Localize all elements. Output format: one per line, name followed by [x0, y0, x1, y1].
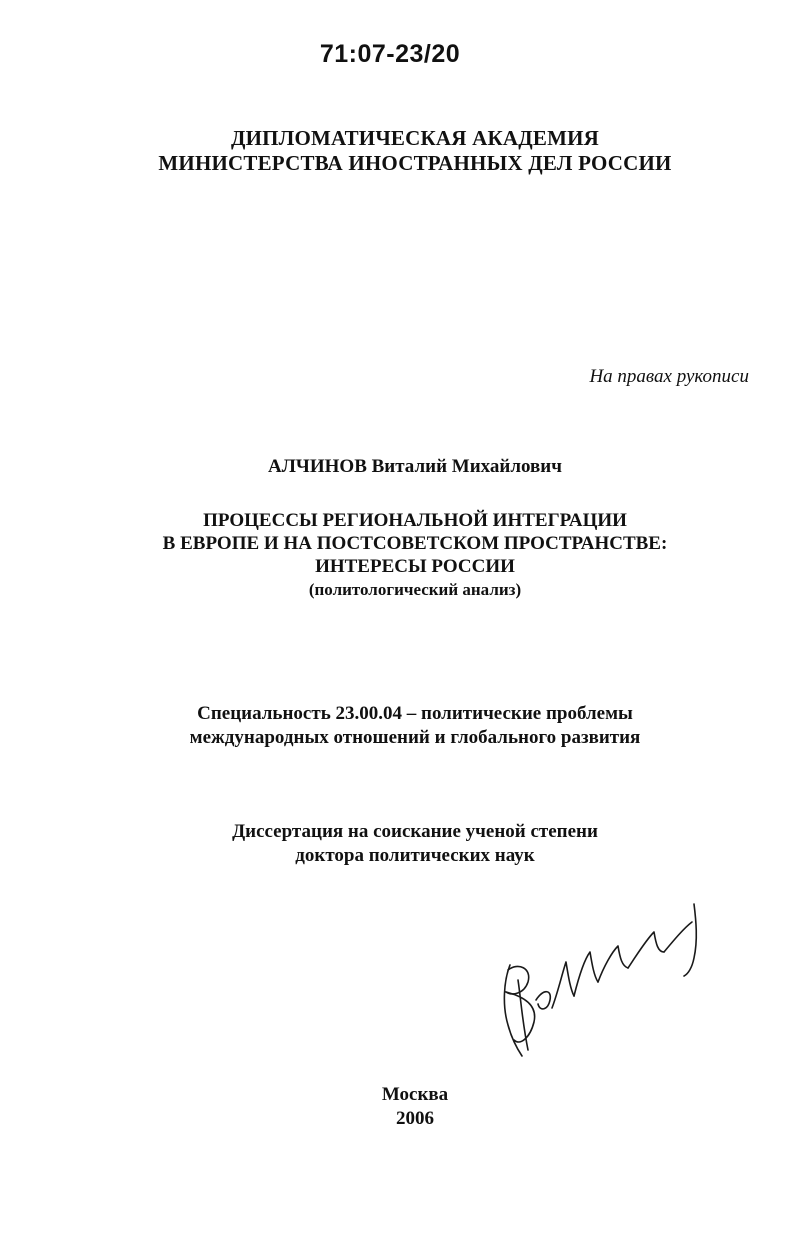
author-given-names: Виталий Михайлович	[371, 456, 562, 477]
dissertation-title-line-1: ПРОЦЕССЫ РЕГИОНАЛЬНОЙ ИНТЕГРАЦИИ	[203, 510, 627, 531]
author-name	[0, 456, 797, 478]
degree-line-2: доктора политических наук	[295, 845, 535, 866]
degree-line-1: Диссертация на соискание ученой степени	[232, 821, 598, 842]
catalog-number: 71:07-23/20	[319, 40, 461, 68]
dissertation-subtitle: (политологический анализ)	[308, 580, 522, 599]
publication-city: Москва	[381, 1084, 449, 1105]
handwritten-signature	[488, 900, 708, 1060]
specialty-line-2: международных отношений и глобального развития	[189, 727, 641, 748]
organization-name-line-1: ДИПЛОМАТИЧЕСКАЯ АКАДЕМИЯ	[230, 126, 600, 150]
author-surname: АЛЧИНОВ	[268, 456, 367, 477]
dissertation-title-line-3: ИНТЕРЕСЫ РОССИИ	[315, 556, 515, 577]
organization-name-line-2: МИНИСТЕРСТВА ИНОСТРАННЫХ ДЕЛ РОССИИ	[158, 151, 672, 175]
publication-year: 2006	[396, 1108, 434, 1129]
dissertation-title-line-2: В ЕВРОПЕ И НА ПОСТСОВЕТСКОМ ПРОСТРАНСТВЕ:	[162, 533, 668, 554]
manuscript-rights-note: На правах рукописи	[589, 366, 749, 387]
specialty-line-1: Специальность 23.00.04 – политические проблемы	[197, 703, 633, 724]
